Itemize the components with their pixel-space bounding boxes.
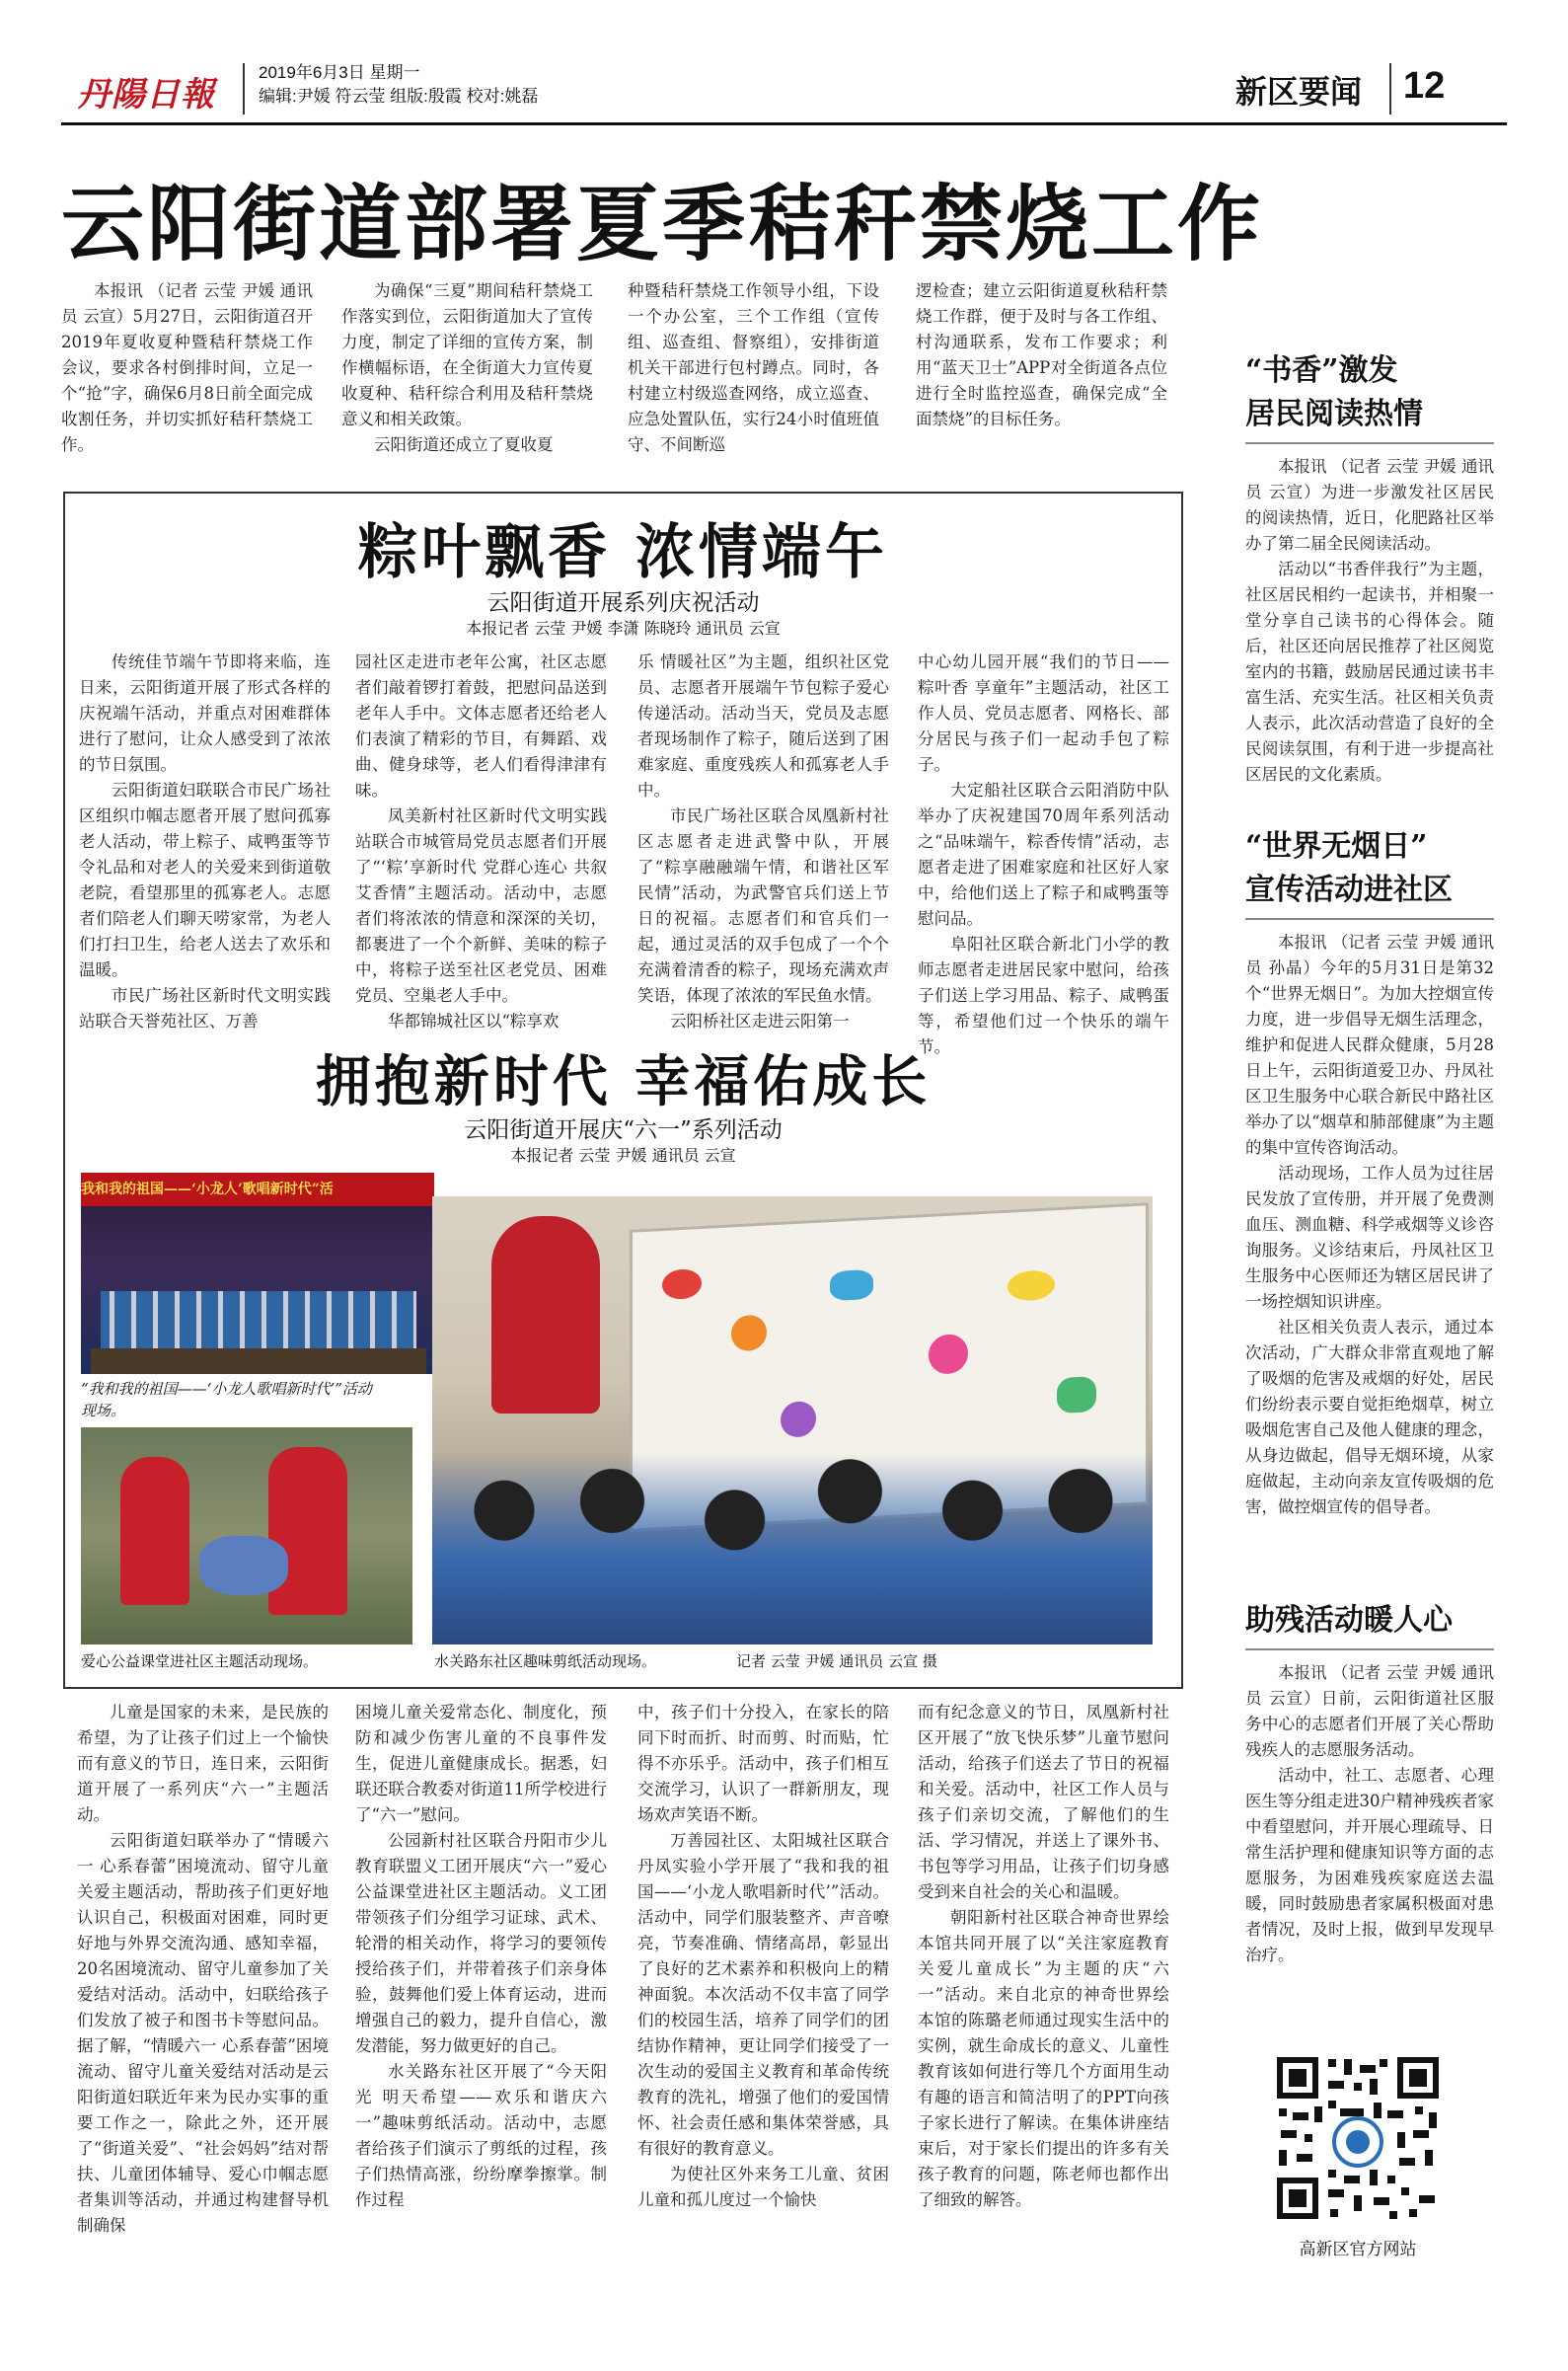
sidebar-story-3: 助残活动暖人心 本报讯 （记者 云莹 尹媛 通讯员 云宣）日前，云阳街道社区服务中心的志愿者们开展了关心帮助残疾人的志愿服务活动。 活动中，社工、志愿者、心理医生等分组走进30户精神残疾者家中看望慰问，并开展心理疏导、日常生活护理和健康知识等方面的志愿服务，为困难残疾家庭送去温暖，同时鼓励患者家属积极面对患者情况，及时上报，做到早发现早治疗。 (1245, 1599, 1494, 1968)
sidebar-rule (1245, 442, 1494, 444)
photo-volunteers (81, 1427, 412, 1644)
header-divider (243, 63, 245, 115)
section-name: 新区要闻 (1235, 73, 1363, 111)
qr-label: 高新区官方网站 (1299, 2240, 1417, 2258)
qr-code-icon (1271, 2051, 1445, 2225)
qr-code[interactable] (1271, 2051, 1445, 2225)
main-article-col4: 逻检查；建立云阳街道夏秋秸秆禁烧工作群，便于及时与各工作组、村沟通联系，发布工作要求；利用“蓝天卫士”APP对全街道各点位进行全时监控巡查，确保完成“全面禁烧”的目标任务。 (916, 281, 1167, 428)
feature2-subtitle: 云阳街道开展庆“六一”系列活动 (464, 1117, 783, 1143)
stage-graphic (91, 1348, 426, 1374)
feature1-col3: 乐 情暖社区”为主题，组织社区党员、志愿者开展端午节包粽子爱心传递活动。活动当天，党员及志愿者现场制作了粽子，随后送到了困难家庭、重度残疾人和孤寡老人手中。 市民广场社区联合凤凰新村社区志愿者走进武警中队，开展了“粽享融融端午情，和谐社区军民情”活动，为武警官兵们送上节日的祝福。志愿者们和官兵们一起，通过灵活的双手包成了一个个充满着清香的粽子，现场充满欢声笑语，体现了浓浓的军民鱼水情。 云阳桥社区走进云阳第一 (637, 652, 889, 1031)
feature1-col1: 传统佳节端午节即将来临，连日来，云阳街道开展了形式各样的庆祝端午活动，并重点对困难群体进行了慰问，让众人感受到了浓浓的节日氛围。 云阳街道妇联联合市民广场社区组织巾帼志愿者开展了慰问孤寡老人活动，带上粽子、咸鸭蛋等节令礼品和对老人的关爱来到街道敬老院，看望那里的孤寡老人。志愿者们陪老人们聊天唠家常，为老人们打扫卫生，给老人送去了欢乐和温暖。 市民广场社区新时代文明实践站联合天誉苑社区、万善 (79, 652, 331, 1031)
page-divider (1389, 63, 1391, 115)
feature2-col1: 儿童是国家的未来，是民族的希望，为了让孩子们过上一个愉快而有意义的节日，连日来，云阳街道开展了一系列庆“六一”主题活动。 云阳街道妇联举办了“情暖六一 心系春蕾”困境流动、留守儿童关爱主题活动，帮助孩子们更好地认识自己，积极面对困难，同时更好地与外界交流沟通、感知幸福，20名困境流动、留守儿童参加了关爱结对活动。活动中，妇联给孩子们发放了被子和图书卡等慰问品。据了解，“情暖六一 心系春蕾”困境流动、留守儿童关爱结对活动是云阳街道妇联近年来为民办实事的重要工作之一，除此之外，还开展了“街道关爱”、“社会妈妈”结对帮扶、儿童团体辅导、爱心巾帼志愿者集训等活动，并通过构建督导机制确保 (77, 1703, 329, 2235)
photo-papercut (432, 1196, 1153, 1644)
editors-line: 编辑:尹媛 符云莹 组版:殷霞 校对:姚磊 (259, 87, 539, 106)
sidebar-1-title-1: “书香”激发 (1245, 353, 1398, 388)
main-headline: 云阳街道部署夏季秸秆禁烧工作 (61, 176, 1264, 272)
volunteer-graphic (491, 1216, 600, 1414)
main-article-col2: 为确保“三夏”期间秸秆禁烧工作落实到位，云阳街道加大了宣传力度，制定了详细的宣传方案，制作横幅标语，在全街道大力宣传夏收夏种、秸秆综合利用及秸秆禁烧意义和相关政策。 云阳街道还成立了夏收夏 (341, 281, 593, 454)
photo-choir (81, 1173, 434, 1374)
main-article-col1: 本报讯 （记者 云莹 尹媛 通讯员 云宣）5月27日，云阳街道召开2019年夏收夏种暨秸秆禁烧工作会议，要求各村倒排时间，立足一个“抢”字，确保6月8日前全面完成收割任务，并切实抓好秸秆禁烧工作。 (61, 281, 313, 454)
parachute-graphic (199, 1536, 288, 1595)
feature1-col2: 园社区走进市老年公寓，社区志愿者们敲着锣打着鼓，把慰问品送到老年人手中。文体志愿者还给老人们表演了精彩的节目，有舞蹈、戏曲、健身球等，老人们看得津津有味。 凤美新村社区新时代文明实践站联合市城管局党员志愿者们开展了“‘粽’享新时代 党群心连心 共叙艾香情”主题活动。活动中，志愿者们将浓浓的情意和深深的关切，都裹进了一个个新鲜、美味的粽子中，将粽子送至社区老党员、困难党员、空巢老人手中。 华都锦城社区以“粽享欢 (355, 652, 607, 1031)
feature1-subtitle: 云阳街道开展系列庆祝活动 (486, 590, 760, 616)
feature1-headline: 粽叶飘香 浓情端午 (358, 518, 888, 587)
photo-choir-banner: 我和我的祖国——‘小龙人’歌唱新时代”活 (81, 1173, 434, 1206)
photo-papercut-caption: 水关路东社区趣味剪纸活动现场。 (434, 1652, 657, 1670)
sidebar-rule (1245, 1648, 1494, 1650)
date-line: 2019年6月3日 星期一 (259, 63, 420, 82)
feature2-byline: 本报记者 云莹 尹媛 通讯员 云宣 (510, 1146, 736, 1165)
volunteer-vest-graphic (120, 1457, 189, 1605)
sidebar-story-2: “世界无烟日” 宣传活动进社区 本报讯 （记者 云莹 尹媛 通讯员 孙晶）今年的5月31日是第32个“世界无烟日”。为加大控烟宣传力度，进一步倡导无烟生活理念，维护和促进人民群众健康，5月28日上午，云阳街道爱卫办、丹凤社区卫生服务中心联合新民中路社区举办了以“烟草和肺部健康”为主题的集中宣传咨询活动。 活动现场，工作人员为过往居民发放了宣传册，并开展了免费测血压、测血糖、科学戒烟等义诊咨询服务。义诊结束后，丹凤社区卫生服务中心医师还为辖区居民讲了一场控烟知识讲座。 社区相关负责人表示，通过本次活动，广大群众非常直观地了解了吸烟的危害及戒烟的好处，居民们纷纷表示要自觉拒绝烟草，树立吸烟危害自己及他人健康的理念，从身边做起，倡导无烟环境，从家庭做起，主动向亲友宣传吸烟的危害，做控烟宣传的倡导者。 (1245, 825, 1494, 1520)
photo-volunteers-caption: 爱心公益课堂进社区主题活动现场。 (81, 1652, 319, 1670)
sidebar-story-1: “书香”激发 居民阅读热情 本报讯 （记者 云莹 尹媛 通讯员 云宣）为进一步激发社区居民的阅读热情，近日，化肥路社区举办了第二届全民阅读活动。 活动以“书香伴我行”为主题，社区居民相约一起读书，并相聚一堂分享自己读书的心得体会。随后，社区还向居民推荐了社区阅览室内的书籍，鼓励居民通过读书丰富生活、充实生活。社区相关负责人表示，此次活动营造了良好的全民阅读氛围，有利于进一步提高社区居民的文化素质。 (1245, 349, 1494, 788)
feature1-col4: 中心幼儿园开展“我们的节日——粽叶香 享童年”主题活动，社区工作人员、党员志愿者、网格长、部分居民与孩子们一起动手包了粽子。 大定船社区联合云阳消防中队举办了庆祝建国70周年系列活动之“品味端午，粽香传情”活动，志愿者走进了困难家庭和社区好人家中，给他们送上了粽子和咸鸭蛋等慰问品。 阜阳社区联合新北门小学的教师志愿者走进居民家中慰问，给孩子们送上学习用品、粽子、咸鸭蛋等，希望他们过一个快乐的端午节。 (918, 652, 1169, 1056)
header-rule (61, 122, 1507, 125)
feature2-col4: 而有纪念意义的节日，凤凰新村社区开展了“放飞快乐梦”儿童节慰问活动，给孩子们送去了节日的祝福和关爱。活动中，社区工作人员与孩子们亲切交流，了解他们的生活、学习情况，并送上了课外书、书包等学习用品，让孩子们切身感受到来自社会的关心和温暖。 朝阳新村社区联合神奇世界绘本馆共同开展了以“关注家庭教育 关爱儿童成长”为主题的庆“六一”活动。来自北京的神奇世界绘本馆的陈璐老师通过现实生活中的实例，就生命成长的意义、儿童性教育该如何进行等几个方面用生动有趣的语言和简洁明了的PPT向孩子家长进行了解读。在集体讲座结束后，对于家长们提出的许多有关孩子教育的问题，陈老师也都作出了细致的解答。 (918, 1703, 1169, 2209)
photo-choir-caption: “我和我的祖国——‘小龙人歌唱新时代’”活动现场。 (81, 1380, 372, 1419)
feature2-col2: 困境儿童关爱常态化、制度化，预防和减少伤害儿童的不良事件发生，促进儿童健康成长。据悉，妇联还联合教委对街道11所学校进行了“六一”慰问。 公园新村社区联合丹阳市少儿教育联盟义工团开展庆“六一”爱心公益课堂进社区主题活动。义工团带领孩子们分组学习证球、武术、轮滑的相关动作，将学习的要领传授给孩子们，并带着孩子们亲身体验，鼓舞他们爱上体育运动，进而增强自己的毅力，提升自信心，激发潜能，努力做更好的自己。 水关路东社区开展了“今天阳光 明天希望——欢乐和谐庆六一”趣味剪纸活动。活动中，志愿者给孩子们演示了剪纸的过程，孩子们热情高涨，纷纷摩拳擦掌。制作过程 (355, 1703, 607, 2209)
feature1-byline: 本报记者 云莹 尹媛 李潇 陈晓玲 通讯员 云宣 (466, 619, 781, 638)
header-meta (259, 61, 538, 109)
photo-credit: 记者 云莹 尹媛 通讯员 云宣 摄 (736, 1652, 937, 1670)
sidebar-2-title-2: 宣传活动进社区 (1245, 873, 1453, 907)
sidebar-2-title-1: “世界无烟日” (1245, 829, 1428, 864)
choir-children-graphic (101, 1291, 416, 1350)
feature2-col3: 中，孩子们十分投入，在家长的陪同下时而折、时而剪、时而贴，忙得不亦乐乎。活动中，孩子们相互交流学习，认识了一群新朋友，现场欢声笑语不断。 万善园社区、太阳城社区联合丹凤实验小学开展了“我和我的祖国——‘小龙人歌唱新时代’”活动。活动中，同学们服装整齐、声音嘹亮，节奏准确、情绪高昂，彰显出了良好的艺术素养和积极向上的精神面貌。本次活动不仅丰富了同学们的校园生活，培养了同学们的团结协作精神，更让同学们接受了一次生动的爱国主义教育和革命传统教育的洗礼，增强了他们的爱国情怀、社会责任感和集体荣誉感，具有很好的教育意义。 为使社区外来务工儿童、贫困儿童和孤儿度过一个愉快 (637, 1703, 889, 2209)
page-number: 12 (1403, 65, 1446, 107)
masthead-logo: 丹陽日報 (77, 75, 215, 115)
volunteer-vest-graphic-2 (268, 1447, 347, 1615)
children-graphic (432, 1453, 1153, 1644)
sidebar-rule (1245, 918, 1494, 920)
main-article-col3: 种暨秸秆禁烧工作领导小组，下设一个办公室，三个工作组（宣传组、巡查组、督察组），安排街道机关干部进行包村蹲点。同时，各村建立村级巡查网络，成立巡查、应急处置队伍，实行24小时值班值守、不间断巡 (628, 281, 879, 454)
sidebar-1-title-2: 居民阅读热情 (1245, 397, 1423, 431)
feature2-headline: 拥抱新时代 幸福佑成长 (315, 1050, 932, 1114)
sidebar-3-title-1: 助残活动暖人心 (1245, 1603, 1453, 1638)
